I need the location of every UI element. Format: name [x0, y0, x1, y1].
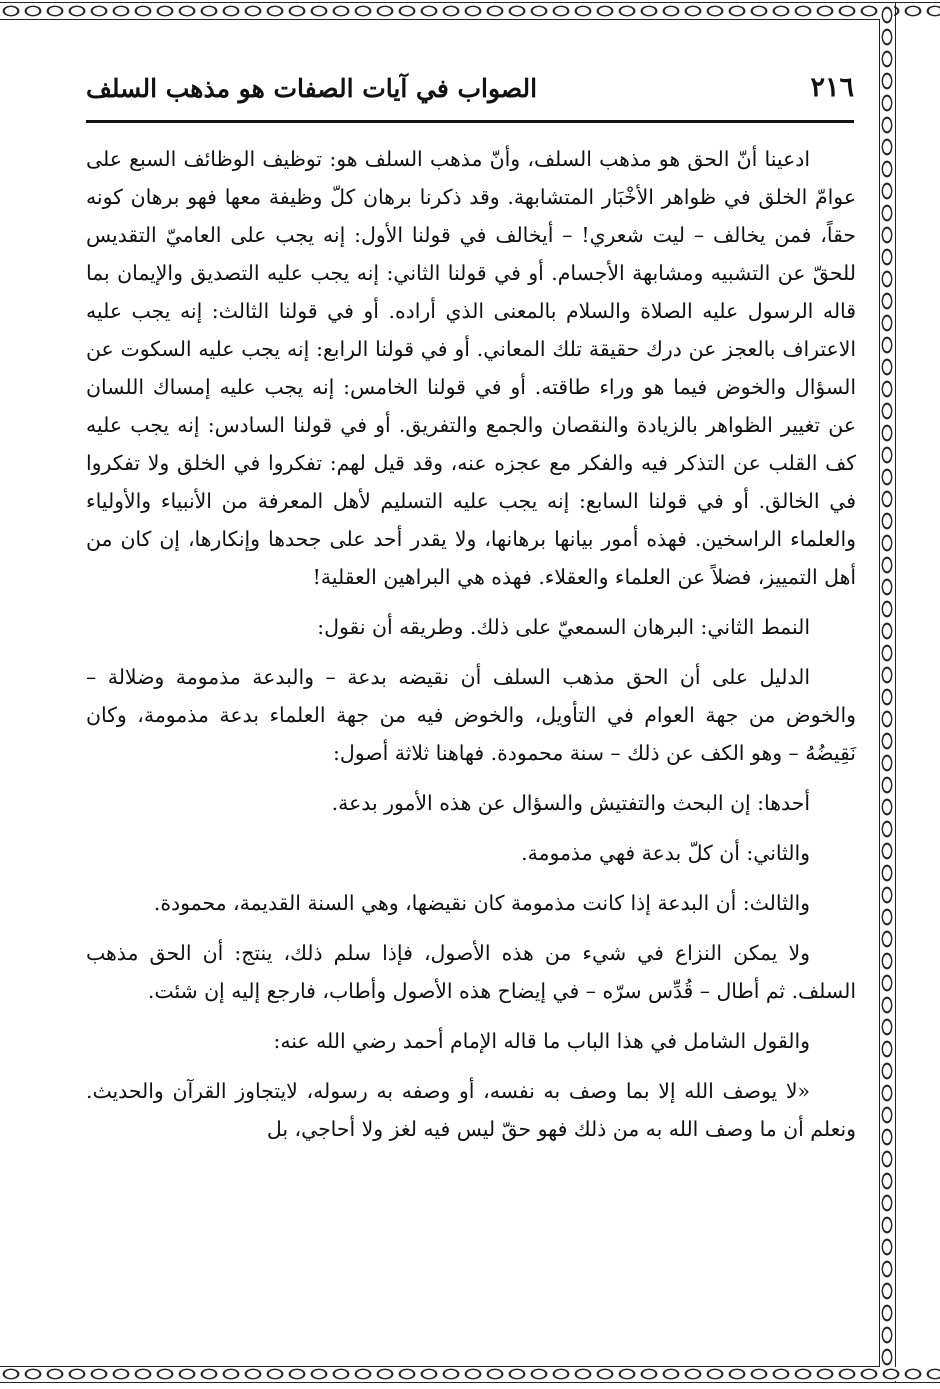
frame-outer-right-line	[895, 2, 896, 1383]
paragraph-principle-2: والثاني: أن كلّ بدعة فهي مذمومة.	[521, 841, 810, 865]
paragraph-principle-1: أحدها: إن البحث والتفتيش والسؤال عن هذه الأمور بدعة.	[331, 791, 810, 815]
frame-inner-right-line	[879, 19, 880, 1366]
paragraph-imam-ahmad-intro: والقول الشامل في هذا الباب ما قاله الإمام أحمد رضي الله عنه:	[273, 1029, 810, 1053]
decorative-border-bottom	[0, 1367, 940, 1381]
decorative-border-right	[880, 4, 894, 1381]
page-header	[86, 72, 854, 118]
running-title: الصواب في آيات الصفات هو مذهب السلف	[86, 74, 538, 103]
page-number: ٢١٦	[810, 72, 854, 103]
frame-inner-top-line	[0, 19, 880, 20]
paragraph-principle-3: والثالث: أن البدعة إذا كانت مذمومة كان نقيضها، وهي السنة القديمة، محمودة.	[153, 891, 810, 915]
paragraph-evidence: الدليل على أن الحق مذهب السلف أن نقيضه بدعة – والبدعة مذمومة وضلالة – والخوض من جهة العوام في التأويل، والخوض فيه من جهة العلماء بدعة مذمومة، وكان نَقِيضُهُ – وهو الكف عن ذلك – سنة محمودة. فهاهنا ثلاثة أصول:	[86, 665, 856, 765]
paragraph-claims: ادعينا أنّ الحق هو مذهب السلف، وأنّ مذهب السلف هو: توظيف الوظائف السبع على عوامّ الخلق في ظواهر الأخْبَار المتشابهة. وقد ذكرنا برهان كلّ وظيفة معها فهو برهان كونه حقاً، فمن يخالف – ليت شعري! – أيخالف في قولنا الأول: إنه يجب على العاميّ التقديس للحقّ عن التشبيه ومشابهة الأجسام. أو في قولنا الثاني: إنه يجب عليه التصديق والإيمان بما قاله الرسول عليه الصلاة والسلام بالمعنى الذي أراده. أو في قولنا الثالث: إنه يجب عليه الاعتراف بالعجز عن درك حقيقة تلك المعاني. أو في قولنا الرابع: إنه يجب عليه السكوت عن السؤال والخوض فيما هو وراء طاقته. أو في قولنا الخامس: إنه يجب عليه إمساك اللسان عن تغيير الظواهر بالزيادة والنقصان والجمع والتفريق. أو في قولنا السادس: إنه يجب عليه كف القلب عن التذكر فيه والفكر مع عجزه عنه، وقد قيل لهم: تفكروا في الخلق ولا تفكروا في الخالق. أو في قولنا السابع: إنه يجب عليه التسليم لأهل المعرفة من الأنبياء والأولياء والعلماء الراسخين. فهذه أمور بيانها برهانها، ولا يقدر أحد على جحدها وإنكارها، إن كان من أهل التمييز، فضلاً عن العلماء والعقلاء. فهذه هي البراهين العقلية!	[86, 147, 856, 589]
decorative-border-top	[0, 4, 940, 18]
paragraph-second-mode: النمط الثاني: البرهان السمعيّ على ذلك. وطريقه أن نقول:	[317, 615, 810, 639]
frame-outer-top-line	[0, 2, 940, 3]
paragraph-conclusion: ولا يمكن النزاع في شيء من هذه الأصول، فإذا سلم ذلك، ينتج: أن الحق مذهب السلف. ثم أطال – قُدِّس سرّه – في إيضاح هذه الأصول وأطاب، فارجع إليه إن شئت.	[86, 941, 856, 1003]
page-body	[86, 140, 856, 1148]
frame-outer-bottom-line	[0, 1382, 940, 1383]
paragraph-imam-ahmad-quote: «لا يوصف الله إلا بما وصف به نفسه، أو وصفه به رسوله، لايتجاوز القرآن والحديث. ونعلم أن ما وصف الله به من ذلك فهو حقّ ليس فيه لغز ولا أحاجي، بل	[86, 1079, 856, 1141]
header-rule	[86, 120, 854, 123]
